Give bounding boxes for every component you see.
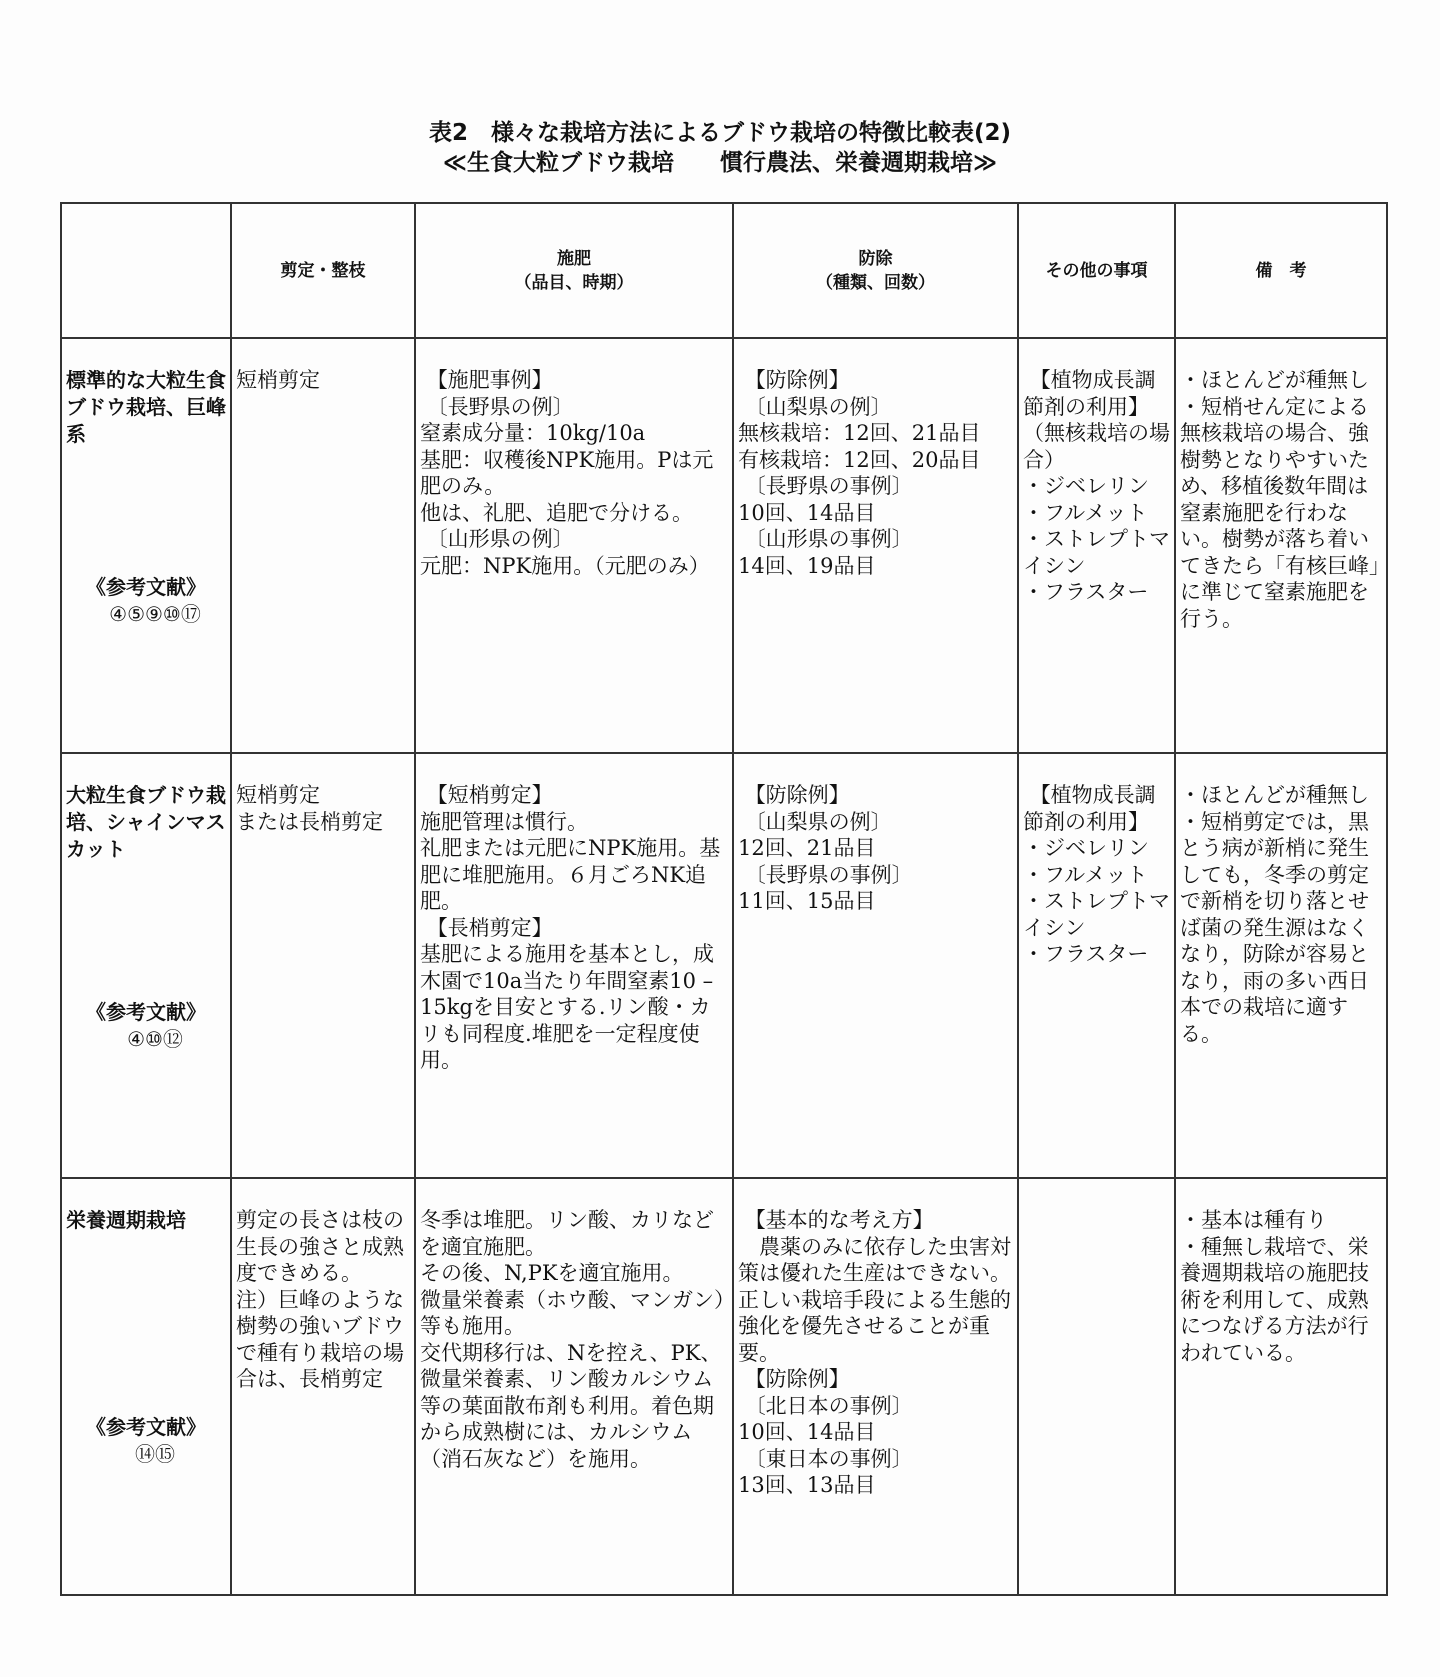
header-pest-control-label: 防除 （種類、回数） — [816, 248, 935, 293]
references — [62, 999, 230, 1053]
title-line-1: 表2 様々な栽培方法によるブドウ栽培の特徴比較表(2) — [428, 120, 1012, 146]
references — [62, 574, 230, 628]
header-row — [61, 203, 1387, 338]
other-cell: 【植物成長調節剤の利用】 ・ジベレリン ・フルメット ・ストレプトマイシン ・フラスター — [1023, 783, 1170, 966]
pruning-cell: 短梢剪定 — [236, 368, 320, 392]
references-label: 《参考文献》 — [86, 1000, 206, 1024]
pest-control-cell: 【基本的な考え方】 農薬のみに依存した虫害対策は優れた生産はできない。正しい栽培手段による生態的強化を優先させることが重要。 【防除例】 〔北日本の事例〕 10回、14品目 〔東日本の事例〕 13回、13品目 — [738, 1208, 1011, 1497]
fertilization-cell: 【施肥事例】 〔長野県の例〕 窒素成分量：10kg/10a 基肥：収穫後NPK施用。Pは元肥のみ。 他は、礼肥、追肥で分ける。 〔山形県の例〕 元肥：NPK施用。（元肥のみ） — [420, 368, 714, 578]
other-cell: 【植物成長調節剤の利用】（無核栽培の場合） ・ジベレリン ・フルメット ・ストレプトマイシン ・フラスター — [1023, 368, 1170, 604]
references-numbers: ④⑤⑨⑩⑰ — [109, 602, 201, 626]
title-line-2: ≪生食大粒ブドウ栽培 慣行農法、栄養週期栽培≫ — [442, 150, 998, 176]
remarks-cell: ・ほとんどが種無し ・短梢剪定では，黒とう病が新梢に発生しても，冬季の剪定で新梢を切り落とせば菌の発生源はなくなり，防除が容易となり，雨の多い西日本での栽培に適する。 — [1180, 783, 1369, 1046]
header-pruning-label: 剪定・整枝 — [280, 260, 366, 281]
header-cell-pruning — [231, 203, 415, 338]
fertilization-cell: 冬季は堆肥。リン酸、カリなどを適宜施肥。 その後、N,PKを適宜施用。 微量栄養素（ホウ酸、マンガン）等も施用。 交代期移行は、Nを控え、PK、微量栄養素、リン酸カルシウム等の葉面散布剤も利用。着色期から成熟樹には、カルシウム（消石灰など）を施用。 — [420, 1208, 725, 1471]
references — [62, 1414, 230, 1468]
row-name: 栄養週期栽培 — [66, 1208, 186, 1232]
table-row — [61, 338, 1387, 753]
other-cell — [1019, 1179, 1174, 1207]
header-cell-fertilization — [415, 203, 733, 338]
row-header-cell — [61, 338, 231, 753]
row-header-cell — [61, 753, 231, 1178]
header-cell-pest-control — [733, 203, 1018, 338]
header-remarks-label: 備 考 — [1255, 260, 1307, 281]
remarks-cell: ・基本は種有り ・種無し栽培で、栄養週期栽培の施肥技術を利用して、成熟につなげる方法が行われている。 — [1180, 1208, 1369, 1365]
header-cell-remarks — [1175, 203, 1387, 338]
references-numbers: ④⑩⑫ — [127, 1027, 183, 1051]
pruning-cell: 剪定の長さは枝の生長の強さと成熟度できめる。 注）巨峰のような樹勢の強いブドウで種有り栽培の場合は、長梢剪定 — [236, 1208, 404, 1391]
header-cell-blank — [61, 203, 231, 338]
fertilization-cell: 【短梢剪定】 施肥管理は慣行。 礼肥または元肥にNPK施用。基肥に堆肥施用。６月ごろNK追肥。 【長梢剪定】 基肥による施用を基本とし，成木園で10a当たり年間窒素10 – 15kgを目安とする.リン酸・カリも同程度.堆肥を一定程度使用。 — [420, 783, 721, 1072]
remarks-cell: ・ほとんどが種無し ・短梢せん定による無核栽培の場合、強樹勢となりやすいため、移植後数年間は窒素施肥を行わない。樹勢が落ち着いてきたら「有核巨峰」に準じて窒素施肥を行う。 — [1180, 368, 1380, 631]
document-title — [0, 118, 1440, 178]
pruning-cell: 短梢剪定 または長梢剪定 — [236, 783, 383, 834]
comparison-table — [60, 202, 1388, 1596]
header-cell-other — [1018, 203, 1175, 338]
row-name: 標準的な大粒生食ブドウ栽培、巨峰系 — [66, 368, 226, 446]
pest-control-cell: 【防除例】 〔山梨県の例〕 12回、21品目 〔長野県の事例〕 11回、15品目 — [738, 783, 913, 913]
header-other-label: その他の事項 — [1045, 260, 1148, 281]
row-header-cell — [61, 1178, 231, 1595]
row-name: 大粒生食ブドウ栽培、シャインマスカット — [66, 783, 226, 861]
references-label: 《参考文献》 — [86, 575, 206, 599]
table-row — [61, 1178, 1387, 1595]
references-numbers: ⑭⑮ — [135, 1442, 175, 1466]
references-label: 《参考文献》 — [86, 1415, 206, 1439]
pest-control-cell: 【防除例】 〔山梨県の例〕 無核栽培：12回、21品目 有核栽培：12回、20品目 〔長野県の事例〕 10回、14品目 〔山形県の事例〕 14回、19品目 — [738, 368, 981, 578]
table-row — [61, 753, 1387, 1178]
header-fertilization-label: 施肥 （品目、時期） — [514, 248, 634, 293]
